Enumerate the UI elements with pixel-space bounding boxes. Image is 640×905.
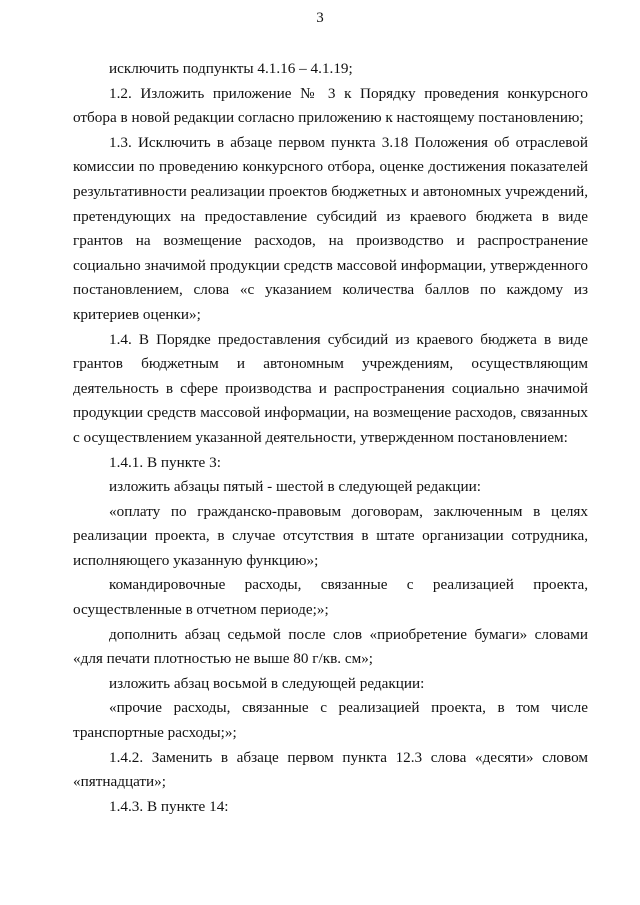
document-body — [73, 57, 588, 819]
paragraph-supplement-7: дополнить абзац седьмой после слов «приобретение бумаги» словами «для печати плотностью не выше 80 г/кв. см»; — [73, 625, 588, 668]
paragraph-1-4-2: 1.4.2. Заменить в абзаце первом пункта 12.3 слова «десяти» словом «пятнадцати»; — [73, 748, 588, 791]
paragraph-1-4-3: 1.4.3. В пункте 14: — [109, 797, 229, 815]
paragraph-amend-8: изложить абзац восьмой в следующей редакции: — [109, 674, 425, 692]
paragraph-1-2: 1.2. Изложить приложение № 3 к Порядку проведения конкурсного отбора в новой редакции согласно приложению к настоящему постановлению; — [73, 84, 588, 127]
paragraph-quote-other: «прочие расходы, связанные с реализацией проекта, в том числе транспортные расходы;»; — [73, 699, 588, 742]
paragraph-amend-5-6: изложить абзацы пятый - шестой в следующей редакции: — [109, 478, 481, 496]
paragraph-travel-expenses: командировочные расходы, связанные с реализацией проекта, осуществленные в отчетном периоде;»; — [73, 576, 588, 619]
paragraph-1-4-1: 1.4.1. В пункте 3: — [109, 453, 221, 471]
paragraph-exclude-subpoints: исключить подпункты 4.1.16 – 4.1.19; — [109, 60, 353, 77]
paragraph-1-3: 1.3. Исключить в абзаце первом пункта 3.18 Положения об отраслевой комиссии по проведению конкурсного отбора, оценке достижения показателей результативности реализации проектов бюджетных и автономных учреждений, претендующих на предоставление субсидий из краевого бюджета в виде грантов на возмещение расходов, на производство и распространение социально значимой продукции средств массовой информации, утвержденного постановлением, слова «с указанием количества баллов по каждому из критериев оценки»; — [73, 133, 588, 323]
paragraph-1-4: 1.4. В Порядке предоставления субсидий из краевого бюджета в виде грантов бюджетным и автономным учреждениям, осуществляющим деятельность в сфере производства и распространения социально значимой продукции средств массовой информации, на возмещение расходов, связанных с осуществлением указанной деятельности, утвержденном постановлением: — [73, 330, 588, 446]
page-number: 3 — [316, 10, 324, 26]
paragraph-quote-payment: «оплату по гражданско-правовым договорам, заключенным в целях реализации проекта, в случае отсутствия в штате организации сотрудника, исполняющего указанную функцию»; — [73, 502, 588, 569]
